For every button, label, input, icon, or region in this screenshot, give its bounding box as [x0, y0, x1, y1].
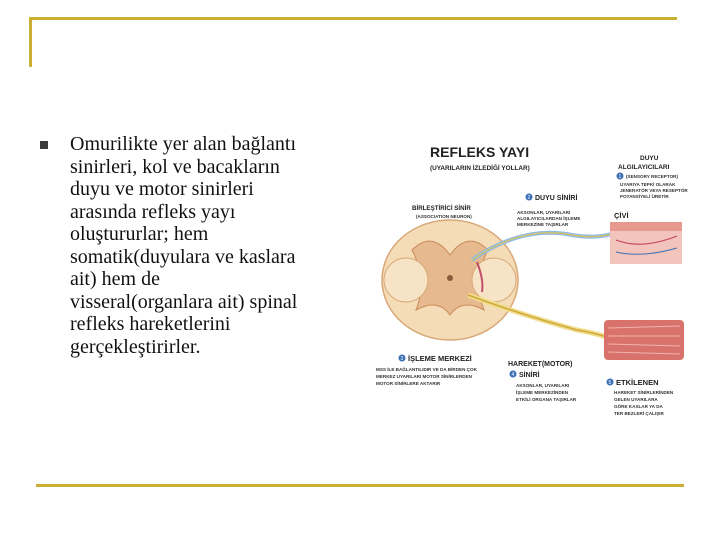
frame-bottom-border [36, 484, 684, 487]
motor-desc-1: AKSONLAR, UYARILARI [516, 383, 570, 388]
figure-subtitle: (UYARILARIN İZLEDİĞİ YOLLAR) [430, 165, 530, 172]
receptor-title-1: DUYU [640, 155, 659, 162]
sensory-desc-3: MERKEZİNE TAŞIRLAR [517, 222, 569, 227]
association-title: BİRLEŞTİRİCİ SİNİR [412, 205, 471, 212]
receptor-desc-1: UYARIYA TEPKİ OLARAK [620, 182, 676, 187]
skin-label: ÇİVİ [614, 211, 629, 220]
motor-desc-2: İŞLEME MERKEZİNDEN [516, 390, 569, 395]
motor-title-1: HAREKET(MOTOR) [508, 361, 573, 368]
effector-desc-2: GELEN UYARILARA [614, 397, 658, 402]
motor-desc-3: ETKİLİ ORGANA TAŞIRLAR [516, 397, 577, 402]
sensory-title: DUYU SİNİRİ [535, 195, 578, 202]
receptor-sub: (SENSORY RECEPTOR) [626, 174, 678, 179]
bullet-text: Omurilikte yer alan bağlantı sinirleri, kol ve bacakların duyu ve motor sinirleri arasında refleks yayı oluştururlar; hem somatik(duyulara ve kaslara ait) hem de visseral(organlara ait) spinal refleks hareketlerini gerçekleştirirler. [70, 133, 298, 358]
receptor-desc-2: JENERATÖR VEYA RESEPTÖR [620, 188, 688, 193]
muscle-illustration [604, 320, 684, 360]
sensory-badge-number: 2 [527, 195, 531, 201]
center-desc-2: MERKEZ UYARILARI MOTOR SİNİRLERDEN [376, 374, 472, 379]
spinal-cord-illustration [382, 220, 518, 340]
reflex-arc-figure [372, 130, 702, 430]
receptor-desc-3: POTANSİYELİ ÜRETİR [620, 194, 669, 199]
center-desc-1: MSS İLE BAĞLANTILIDIR VE DA BİRDEN ÇOK [376, 367, 477, 372]
effector-title: ETKİLENEN [616, 378, 659, 387]
frame-top-border [29, 17, 677, 20]
receptor-badge-number: 1 [618, 174, 622, 180]
motor-title-2: SİNİRİ [519, 372, 540, 379]
frame-left-border [29, 17, 32, 67]
association-sub: (ASSOCIATION NEURON) [416, 214, 472, 219]
effector-desc-1: HAREKET SİNİRLERİNDEN [614, 390, 674, 395]
sensory-desc-2: ALGILAYICILARDAN İŞLEME [517, 216, 581, 221]
effector-desc-3: GÖRE KASLAR YA DA [614, 404, 663, 409]
effector-desc-4: TER BEZLERİ ÇALIŞIR [614, 411, 664, 416]
center-badge-number: 3 [400, 356, 404, 362]
center-desc-3: MOTOR SİNİRLERE AKTARIR [376, 381, 441, 386]
square-bullet-icon [40, 141, 48, 149]
receptor-title-2: ALGILAYICILARI [618, 164, 670, 171]
effector-badge-number: 5 [608, 380, 612, 386]
sensory-desc-1: AKSONLAR, UYARILARI [517, 210, 571, 215]
center-title: İŞLEME MERKEZİ [408, 354, 472, 363]
motor-badge-number: 4 [511, 372, 515, 378]
skin-illustration [610, 222, 682, 264]
figure-title: REFLEKS YAYI [430, 144, 530, 160]
